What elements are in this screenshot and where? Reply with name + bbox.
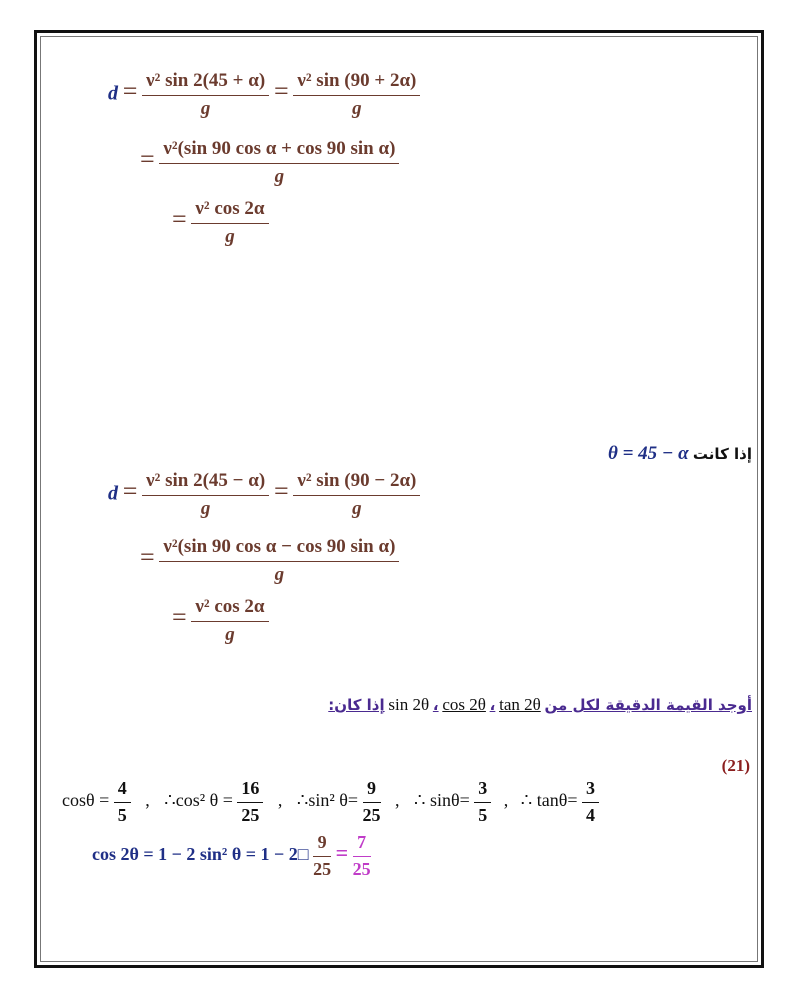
fraction	[191, 596, 268, 646]
denominator: g	[200, 98, 211, 119]
sin2-theta-label: ∴sin² θ=	[296, 790, 359, 811]
condition-line	[608, 443, 752, 465]
cos-2theta: cos 2θ	[442, 695, 486, 714]
numerator: ν² cos 2α	[195, 596, 265, 617]
tan-2theta: tan 2θ	[499, 695, 541, 714]
condition-label: إذا كانت	[692, 445, 752, 463]
result-expression: cos 2θ = 1 − 2 sin² θ = 1 − 2□	[92, 844, 309, 865]
denominator: g	[352, 98, 362, 119]
tan-theta-label: ∴ tanθ=	[520, 790, 578, 811]
fraction: $\frac{4}{5}$	[114, 778, 131, 826]
fraction: $\frac{3}{4}$	[582, 778, 599, 826]
sin-2theta: sin 2θ	[388, 695, 430, 714]
derivation-1-line-3	[172, 198, 269, 248]
cos-theta-label: cosθ =	[62, 790, 110, 811]
equals-sign: =	[140, 542, 155, 572]
equals-sign: =	[122, 476, 138, 506]
fraction: $\frac{9}{25}$	[362, 778, 381, 825]
numerator: ν² sin (90 + 2α)	[297, 70, 417, 91]
question-suffix: إذا كان:	[328, 696, 385, 714]
equals-sign: =	[122, 76, 138, 106]
numerator: ν² cos 2α	[195, 198, 265, 219]
denominator: g	[352, 498, 362, 519]
question-line	[328, 695, 752, 715]
answer-fraction: $\frac{7}{25}$	[352, 832, 371, 879]
denominator: g	[274, 564, 285, 585]
condition-expression: θ = 45 − α	[607, 443, 689, 464]
derivation-2-line-3	[172, 596, 269, 646]
fraction: $\frac{3}{5}$	[474, 778, 491, 826]
equals-sign: =	[335, 840, 349, 866]
fraction	[159, 138, 399, 188]
given-values-line: cosθ = $\frac{4}{5}$ , ∴cos² θ = $\frac{16}{25}$ , ∴sin² θ= $\frac{9}{25}$ , ∴ sinθ= $\frac{3}{5}$ , ∴ tanθ= $\frac{3}{4}$	[62, 778, 599, 826]
separator: ،	[432, 696, 439, 714]
sin-theta-label: ∴ sinθ=	[414, 790, 470, 811]
derivation-2-line-2	[140, 536, 399, 586]
separator: ،	[489, 696, 496, 714]
numerator: ν²(sin 90 cos α − cos 90 sin α)	[163, 536, 396, 557]
denominator: g	[274, 166, 285, 187]
fraction	[293, 470, 420, 520]
fraction	[191, 198, 268, 248]
derivation-2-line-1	[108, 470, 420, 520]
equals-sign: =	[273, 476, 289, 506]
equals-sign: =	[273, 76, 289, 106]
equals-sign: =	[172, 602, 187, 632]
cos2-theta-label: ∴cos² θ =	[164, 790, 233, 811]
equals-sign: =	[140, 144, 155, 174]
numerator: ν² sin (90 − 2α)	[297, 470, 417, 491]
denominator: g	[225, 226, 235, 247]
derivation-1-line-1	[108, 70, 420, 120]
fraction	[159, 536, 399, 586]
result-line	[92, 832, 371, 880]
variable-d: d	[108, 482, 118, 505]
equals-sign: =	[172, 204, 187, 234]
denominator: g	[225, 624, 235, 645]
fraction: $\frac{9}{25}$	[313, 832, 332, 879]
numerator: ν²(sin 90 cos α + cos 90 sin α)	[163, 138, 396, 159]
denominator: g	[200, 498, 211, 519]
problem-number: (21)	[721, 756, 750, 775]
numerator: ν² sin 2(45 − α)	[146, 470, 266, 491]
derivation-1-line-2	[140, 138, 399, 188]
variable-d: d	[108, 82, 118, 105]
fraction	[293, 70, 420, 120]
fraction	[142, 470, 269, 520]
fraction: $\frac{16}{25}$	[237, 778, 263, 826]
numerator: ν² sin 2(45 + α)	[146, 70, 266, 91]
fraction	[142, 70, 269, 120]
question-text: أوجد القيمة الدقيقة لكل من	[544, 696, 752, 714]
